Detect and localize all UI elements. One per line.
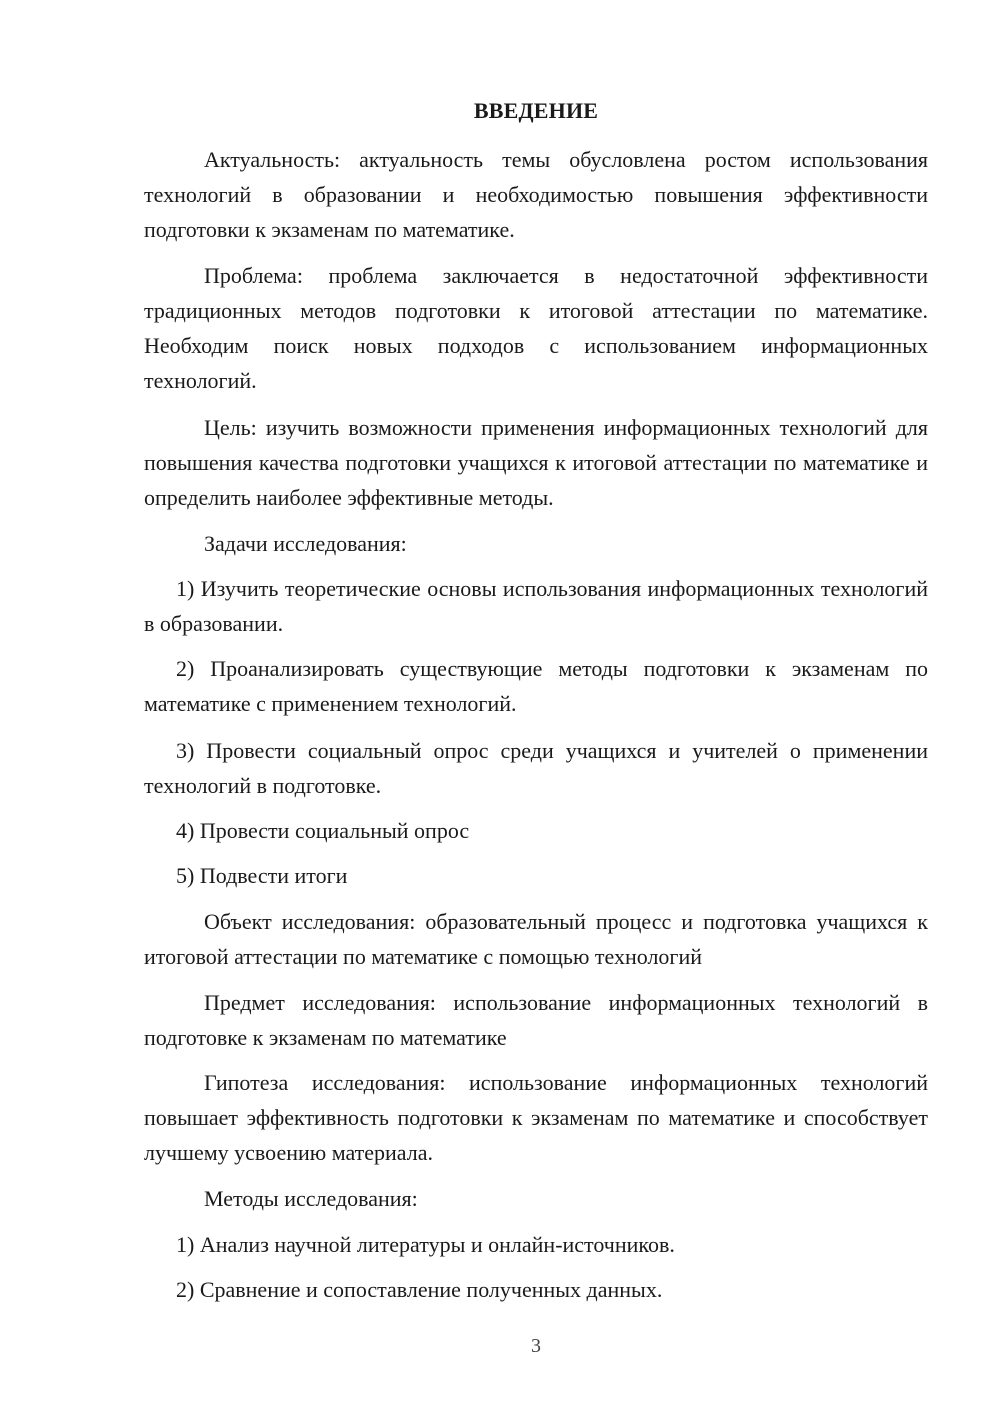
paragraph-relevance: Актуальность: актуальность темы обусловлена ростом использования технологий в образовании и необходимостью повышения эффективности подготовки к экзаменам по математике. bbox=[144, 147, 928, 242]
task-item-4: 4) Провести социальный опрос bbox=[176, 818, 470, 843]
paragraph-hypothesis: Гипотеза исследования: использование информационных технологий повышает эффективность подготовки к экзаменам по математике и способствует лучшему усвоению материала. bbox=[144, 1070, 928, 1165]
task-item-3: 3) Провести социальный опрос среди учащихся и учителей о применении технологий в подготовке. bbox=[144, 738, 928, 798]
paragraph-problem: Проблема: проблема заключается в недостаточной эффективности традиционных методов подготовки к итоговой аттестации по математике. Необходим поиск новых подходов с использованием информационных технологий. bbox=[144, 263, 928, 393]
paragraph-subject: Предмет исследования: использование информационных технологий в подготовке к экзаменам по математике bbox=[144, 990, 928, 1050]
paragraph-goal: Цель: изучить возможности применения информационных технологий для повышения качества подготовки учащихся к итоговой аттестации по математике и определить наиболее эффективные методы. bbox=[144, 415, 928, 510]
task-item-1: 1) Изучить теоретические основы использования информационных технологий в образовании. bbox=[144, 576, 928, 636]
tasks-heading: Задачи исследования: bbox=[204, 531, 407, 556]
task-item-2: 2) Проанализировать существующие методы подготовки к экзаменам по математике с применением технологий. bbox=[144, 656, 928, 716]
method-item-2: 2) Сравнение и сопоставление полученных данных. bbox=[176, 1277, 663, 1302]
page-number: 3 bbox=[531, 1335, 541, 1357]
methods-heading: Методы исследования: bbox=[204, 1186, 418, 1211]
method-item-1: 1) Анализ научной литературы и онлайн-источников. bbox=[176, 1232, 675, 1257]
paragraph-object: Объект исследования: образовательный процесс и подготовка учащихся к итоговой аттестации по математике с помощью технологий bbox=[144, 909, 928, 969]
task-item-5: 5) Подвести итоги bbox=[176, 863, 348, 888]
section-title: ВВЕДЕНИЕ bbox=[473, 98, 599, 123]
